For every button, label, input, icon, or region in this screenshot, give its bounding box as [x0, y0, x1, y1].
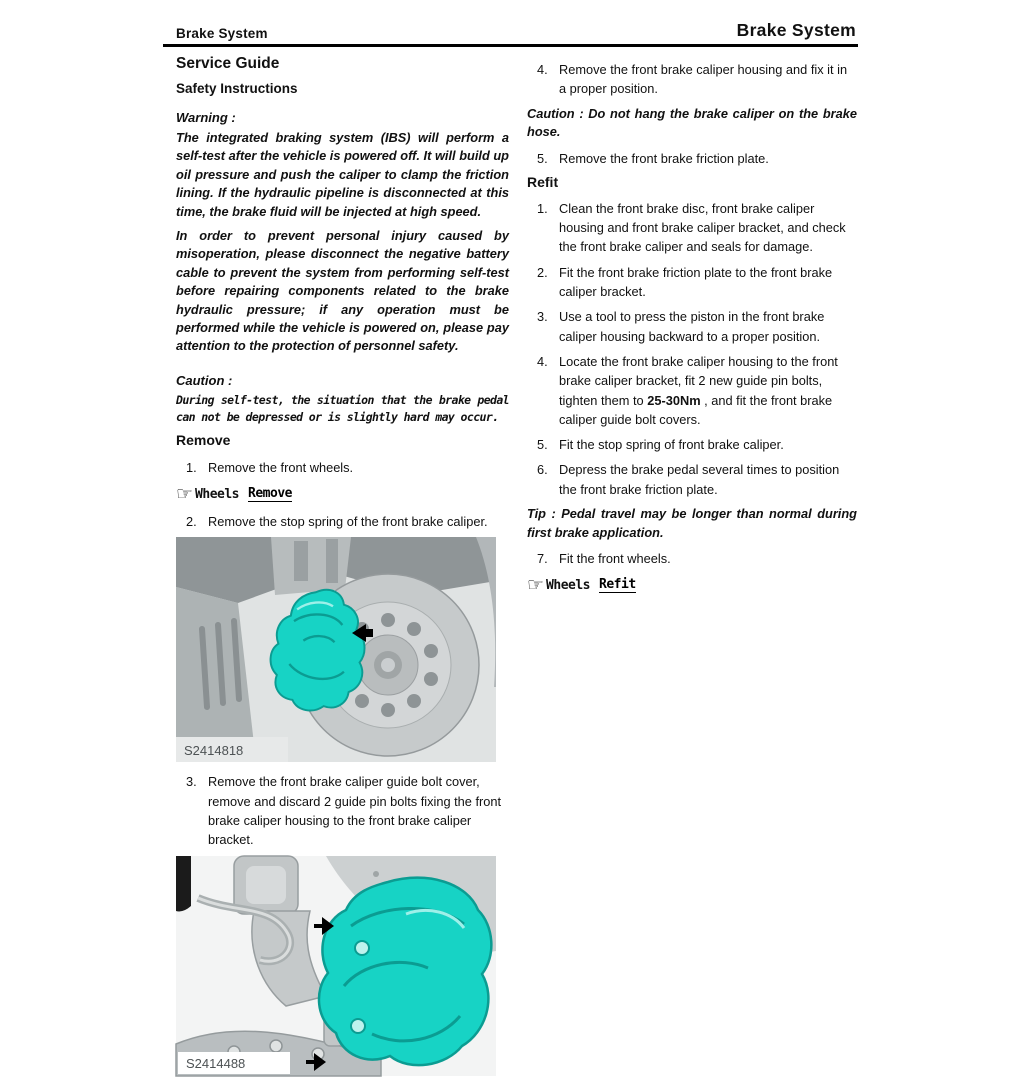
- step-text: Fit the front brake friction plate to the front brake caliper bracket.: [559, 264, 833, 300]
- step-number: 4.: [537, 353, 548, 369]
- step-text: Remove the front wheels.: [208, 459, 354, 475]
- wheels-remove-link[interactable]: Remove: [248, 486, 292, 502]
- wheels-refit-xref: [527, 574, 857, 596]
- refit-step-5: [527, 435, 857, 454]
- remove-step-2: [176, 512, 509, 531]
- subsection-title: Safety Instructions: [176, 81, 298, 96]
- warning-paragraph-1: The integrated braking system (IBS) will perform a self-test after the vehicle is powered off. It will build up oil pressure and push the caliper to clamp the friction lining. If the hydraulic pipeline is disconnected at this time, the brake fluid will be injected at high speed.: [176, 130, 509, 219]
- refit-step-6: [527, 460, 857, 499]
- brake-disc-caliper-illustration: [176, 537, 496, 762]
- caliper-housing-illustration: [176, 856, 496, 1076]
- step-number: 3.: [537, 309, 548, 325]
- step-text: Remove the front brake caliper housing and fix it in a proper position.: [559, 62, 848, 97]
- remove-step-4: [527, 60, 857, 99]
- pointing-hand-icon: ☞: [527, 574, 545, 597]
- remove-step-3: [176, 772, 509, 849]
- step-number: 1.: [537, 200, 548, 216]
- page-title: Service Guide: [176, 55, 280, 72]
- step-text: Fit the front wheels.: [559, 551, 671, 567]
- step-number: 1.: [186, 459, 197, 475]
- step-number: 2.: [537, 264, 548, 280]
- step-number: 6.: [537, 462, 548, 478]
- left-column: [176, 52, 509, 1086]
- pointing-hand-icon: ☞: [176, 483, 194, 506]
- step-number: 5.: [537, 437, 548, 453]
- step-text: Remove the front brake caliper guide bolt cover, remove and discard 2 guide pin bolts fixing the front brake caliper housing to the front brake caliper bracket.: [208, 774, 502, 848]
- tip-note: Tip : Pedal travel may be longer than normal during first brake application.: [527, 506, 857, 540]
- caution-text: During self-test, the situation that the brake pedal can not be depressed or is slightly hard may occur.: [176, 392, 509, 424]
- step-number: 2.: [186, 514, 197, 530]
- figure-stop-spring: [176, 537, 509, 762]
- refit-step-3: [527, 307, 857, 346]
- wheels-refit-link[interactable]: Refit: [599, 577, 636, 593]
- warning-paragraph-2: In order to prevent personal injury caused by misoperation, please disconnect the negative battery cable to prevent the system from performing self-test before repairing components related to the brake hydraulic pressure; if any operation must be performed while the vehicle is powered on, please pay attention to the protection of personnel safety.: [176, 228, 509, 354]
- step-text: Remove the front brake friction plate.: [559, 150, 769, 166]
- step-text: [559, 352, 857, 429]
- header-rule: [163, 44, 858, 47]
- step-text: Use a tool to press the piston in the front brake caliper housing backward to a proper position.: [559, 309, 825, 344]
- step-number: 4.: [537, 62, 548, 77]
- step-number: 3.: [186, 774, 197, 790]
- step-text: Depress the brake pedal several times to position the front brake friction plate.: [559, 462, 840, 497]
- refit-step-4: [527, 352, 857, 429]
- step-text-segment: Locate the front brake caliper housing to the front brake caliper bracket, fit 2 new guide pin bolts, tighten them to: [559, 353, 838, 408]
- torque-value: 25-30Nm: [647, 392, 701, 408]
- caution-note: Caution : Do not hang the brake caliper on the brake hose.: [527, 105, 857, 140]
- caution-label: Caution :: [176, 372, 233, 388]
- refit-step-2: [527, 263, 857, 302]
- right-column: [527, 52, 857, 603]
- remove-heading: Remove: [176, 431, 231, 448]
- refit-step-7: [527, 549, 857, 568]
- step-text-segment: , and fit the front brake caliper guide bolt covers.: [559, 392, 833, 427]
- xref-prefix: Wheels: [546, 577, 591, 593]
- warning-label: Warning :: [176, 110, 236, 125]
- step-number: 7.: [537, 551, 548, 567]
- wheels-remove-xref: [176, 483, 509, 505]
- remove-step-1: [176, 458, 509, 477]
- header-title-left: Brake System: [176, 26, 268, 41]
- figure-caliper-housing: [176, 856, 509, 1076]
- remove-step-5: [527, 149, 857, 168]
- step-text: Remove the stop spring of the front brake caliper.: [208, 514, 488, 530]
- step-text: Fit the stop spring of front brake caliper.: [559, 437, 784, 453]
- header-title-right: Brake System: [736, 20, 856, 40]
- step-number: 5.: [537, 150, 548, 166]
- xref-prefix: Wheels: [195, 486, 240, 502]
- step-text: Clean the front brake disc, front brake caliper housing and front brake caliper bracket, and check the front brake caliper and seals for damage.: [559, 200, 846, 255]
- refit-step-1: [527, 199, 857, 257]
- refit-heading: Refit: [527, 173, 559, 190]
- figure2-code: S2414488: [186, 1055, 246, 1071]
- figure1-code: S2414818: [184, 743, 244, 759]
